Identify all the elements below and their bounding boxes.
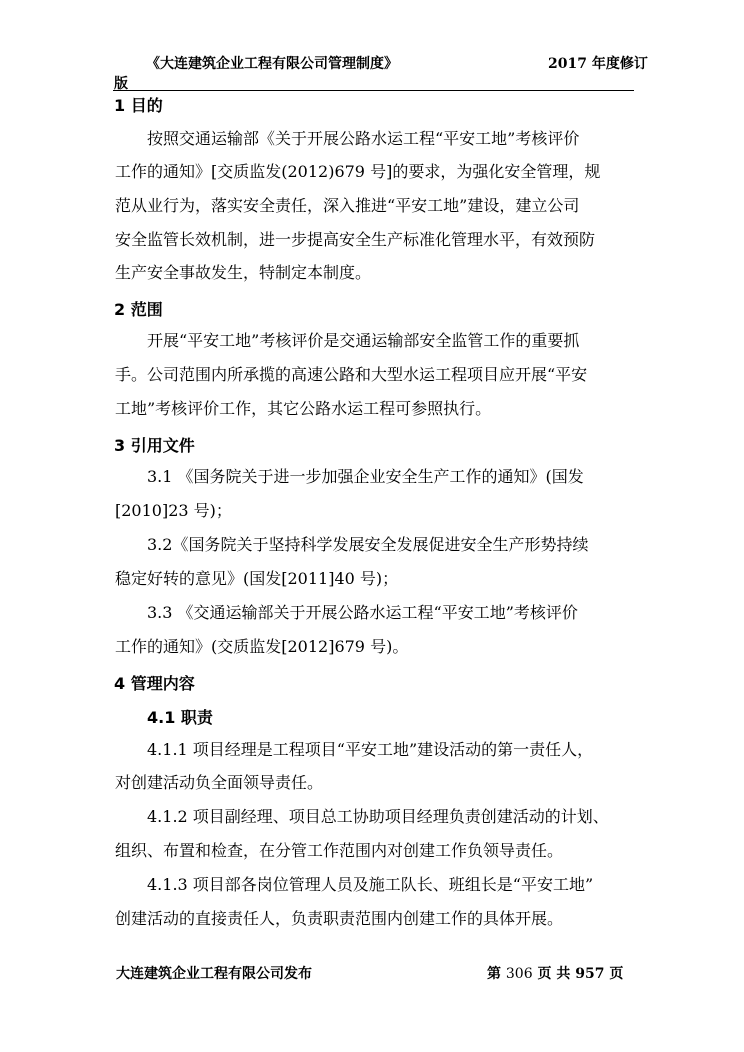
footer-publisher: 大连建筑企业工程有限公司发布	[116, 966, 312, 982]
header-title: 《大连建筑企业工程有限公司管理制度》	[146, 56, 398, 72]
page-suffix: 页	[609, 966, 624, 982]
header-rule	[113, 90, 634, 91]
section-3-heading: 3 引用文件	[114, 436, 195, 455]
section-4-heading: 4 管理内容	[114, 674, 195, 693]
section-1-line: 生产安全事故发生，特制定本制度。	[115, 263, 372, 282]
section-4-line: 4.1.2 项目副经理、项目总工协助项目经理负责创建活动的计划、	[147, 807, 609, 826]
page-prefix: 第	[487, 966, 501, 982]
section-4-line: 4.1.3 项目部各岗位管理人员及施工队长、班组长是“平安工地”	[147, 875, 594, 894]
section-3-line: 工作的通知》(交质监发[2012]679 号)。	[115, 637, 409, 656]
page-current: 306	[505, 966, 533, 982]
section-2-heading: 2 范围	[114, 300, 163, 319]
section-4-line: 对创建活动负全面领导责任。	[115, 773, 324, 792]
section-3-line: 3.1 《国务院关于进一步加强企业安全生产工作的通知》(国发	[147, 467, 584, 486]
section-3-line: 3.2《国务院关于坚持科学发展安全发展促进安全生产形势持续	[147, 535, 589, 554]
section-1-heading: 1 目的	[114, 96, 163, 115]
footer-page-number	[487, 963, 623, 983]
section-1-line: 工作的通知》[交质监发(2012)679 号]的要求，为强化安全管理，规	[115, 162, 601, 181]
section-4-line: 4.1.1 项目经理是工程项目“平安工地”建设活动的第一责任人，	[147, 740, 594, 759]
section-1-line: 安全监管长效机制，进一步提高安全生产标准化管理水平，有效预防	[115, 230, 596, 249]
page-mid: 页 共	[537, 966, 571, 982]
page-total: 957	[575, 966, 605, 982]
header-year: 2017 年度修订	[548, 56, 648, 72]
section-4-1-heading: 4.1 职责	[147, 708, 213, 727]
section-1-line: 按照交通运输部《关于开展公路水运工程“平安工地”考核评价	[147, 129, 580, 148]
section-4-line: 组织、布置和检查，在分管工作范围内对创建工作负领导责任。	[115, 841, 564, 860]
section-2-line: 工地”考核评价工作，其它公路水运工程可参照执行。	[115, 399, 492, 418]
section-2-line: 手。公司范围内所承揽的高速公路和大型水运工程项目应开展“平安	[115, 365, 588, 384]
section-3-line: 3.3 《交通运输部关于开展公路水运工程“平安工地”考核评价	[147, 603, 578, 622]
section-4-line: 创建活动的直接责任人，负责职责范围内创建工作的具体开展。	[115, 909, 564, 928]
section-3-line: [2010]23 号)；	[115, 501, 232, 520]
header-suffix: 版	[114, 76, 128, 92]
section-3-line: 稳定好转的意见》(国发[2011]40 号)；	[115, 569, 399, 588]
section-1-line: 范从业行为，落实安全责任，深入推进“平安工地”建设，建立公司	[115, 196, 580, 215]
section-2-line: 开展“平安工地”考核评价是交通运输部安全监管工作的重要抓	[147, 331, 580, 350]
